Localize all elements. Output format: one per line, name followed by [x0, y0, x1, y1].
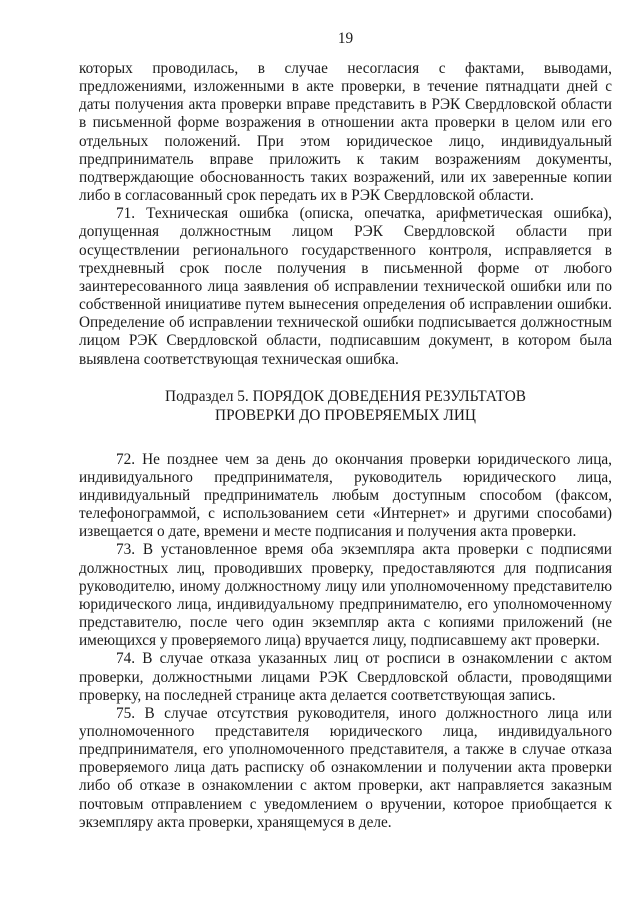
subsection-heading-line-2: ПРОВЕРКИ ДО ПРОВЕРЯЕМЫХ ЛИЦ — [215, 406, 476, 424]
paragraph-75: 75. В случае отсутствия руководителя, иного должностного лица или уполномоченного представителя юридического лица, индивидуального предпринимателя, его уполномоченного представителя, а также в случае отказа проверяемого лица дать расписку об ознакомлении и получении акта проверки либо об отказе в ознакомлении с актом проверки, акт направляется заказным почтовым отправлением с уведомлением о вручении, которое приобщается к экземпляру акта проверки, хранящемуся в деле. — [79, 704, 612, 831]
subsection-heading-line-1: Подраздел 5. ПОРЯДОК ДОВЕДЕНИЯ РЕЗУЛЬТАТОВ — [165, 387, 526, 405]
paragraph-71: 71. Техническая ошибка (описка, опечатка, арифметическая ошибка), допущенная должностным лицом РЭК Свердловской области при осуществлении регионального государственного контроля, исправляется в трехдневный срок после получения в письменной форме от любого заинтересованного лица заявления об исправлении технической ошибки или по собственной инициативе путем вынесения определения об исправлении ошибки. Определение об исправлении технической ошибки подписывается должностным лицом РЭК Свердловской области, подписавшим документ, в котором была выявлена соответствующая техническая ошибка. — [79, 205, 612, 368]
spacer — [79, 425, 612, 451]
paragraph-continuation: которых проводилась, в случае несогласия с фактами, выводами, предложениями, изложенными в акте проверки, в течение пятнадцати дней с даты получения акта проверки вправе представить в РЭК Свердловской области в письменной форме возражения в отношении акта проверки в целом или его отдельных положений. При этом юридическое лицо, индивидуальный предприниматель вправе приложить к таким возражениям документы, подтверждающие обоснованность таких возражений, или их заверенные копии либо в согласованный срок передать их в РЭК Свердловской области. — [79, 60, 612, 205]
paragraph-72: 72. Не позднее чем за день до окончания проверки юридического лица, индивидуального предпринимателя, руководитель юридического лица, индивидуальный предприниматель любым доступным способом (факсом, телефонограммой, с использованием сети «Интернет» и другими способами) извещается о дате, времени и месте подписания и получения акта проверки. — [79, 450, 612, 541]
subsection-heading — [79, 387, 612, 425]
page-number: 19 — [337, 30, 354, 47]
paragraph-73: 73. В установленное время оба экземпляра акта проверки с подписями должностных лиц, проводивших проверку, предоставляются для подписания руководителю, иному должностному лицу или уполномоченному представителю юридического лица, индивидуальному предпринимателю, его уполномоченному представителю, после чего один экземпляр акта с копиями приложений (не имеющихся у проверяемого лица) вручается лицу, подписавшему акт проверки. — [79, 541, 612, 650]
paragraph-74: 74. В случае отказа указанных лиц от росписи в ознакомлении с актом проверки, должностными лицами РЭК Свердловской области, проводящими проверку, на последней странице акта делается соответствующая запись. — [79, 650, 612, 704]
